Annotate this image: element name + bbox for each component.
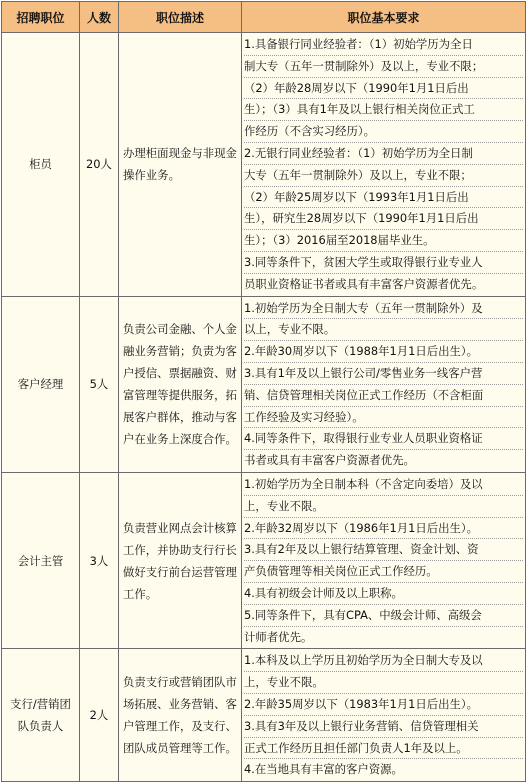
description-cell: 负责公司金融、个人金融业务营销；负责为客户授信、票据融资、财富管理等提供服务，拓展客户群体，推动与客户在业务上深度合作。 [119, 296, 242, 472]
position-cell: 柜员 [2, 33, 80, 297]
requirement-line: 正式工作经历且担任部门负责人1年及以上。 [244, 738, 523, 760]
requirement-line: 大专（五年一贯制除外）及以上，专业不限； [244, 165, 523, 187]
requirement-line: 2.年龄35周岁以下（1983年1月1日后出生）。 [244, 694, 523, 716]
requirement-line: 以上，专业不限。 [244, 319, 523, 341]
requirement-line: 销、信贷管理相关岗位正式工作经历（不含柜面 [244, 385, 523, 407]
requirement-line: 3.具有3年及以上银行业务营销、信贷管理相关 [244, 716, 523, 738]
requirements-cell [242, 649, 526, 782]
header-position: 招聘职位 [2, 2, 80, 33]
requirement-line: （2）年龄25周岁以下（1993年1月1日后出 [244, 187, 523, 209]
requirement-line: 3.具有1年及以上银行公司/零售业务一线客户营 [244, 363, 523, 385]
requirement-line: 制大专（五年一贯制除外）及以上，专业不限； [244, 56, 523, 78]
requirement-line: 5.同等条件下，具有CPA、中级会计师、高级会 [244, 605, 523, 627]
requirement-line: 4.在当地具有丰富的客户资源。 [244, 762, 403, 777]
requirement-line: 3.同等条件下，贫困大学生或取得银行业专业人 [244, 252, 523, 274]
requirement-line: 生）；（3）具有1年及以上银行相关岗位正式工 [244, 99, 523, 121]
requirement-line: 生）；（3）2016届至2018届毕业生。 [244, 230, 523, 252]
position-cell: 支行/营销团队负责人 [2, 649, 80, 782]
requirement-line: 4.同等条件下，取得银行业专业人员职业资格证 [244, 428, 523, 450]
description-cell: 负责支行或营销团队市场拓展、业务营销、客户管理工作，及支行、团队成员管理等工作。 [119, 649, 242, 782]
count-cell: 20人 [80, 33, 119, 297]
count-cell: 5人 [80, 296, 119, 472]
table-row [2, 33, 526, 297]
table-row [2, 472, 526, 648]
requirement-line: 1.初始学历为全日制大专（五年一贯制除外）及 [244, 298, 523, 320]
header-description: 职位描述 [119, 2, 242, 33]
description-cell: 负责营业网点会计核算工作，并协助支行行长做好支行前台运营管理工作。 [119, 472, 242, 648]
table-row [2, 649, 526, 782]
requirement-line: 上，专业不限。 [244, 672, 523, 694]
requirements-cell [242, 296, 526, 472]
requirement-line: 1.本科及以上学历且初始学历为全日制大专及以 [244, 650, 523, 672]
requirement-line: 产负债管理等相关岗位正式工作经历。 [244, 561, 523, 583]
count-cell: 3人 [80, 472, 119, 648]
requirement-line: 1.具备银行同业经验者：（1）初始学历为全日 [244, 34, 523, 56]
header-count: 人数 [80, 2, 119, 33]
table-header-row [2, 2, 526, 33]
count-cell: 2人 [80, 649, 119, 782]
requirement-line: 2.年龄32周岁以下（1986年1月1日后出生）。 [244, 518, 523, 540]
requirement-line: 作经历（不含实习经历）。 [244, 121, 523, 143]
requirement-line: 4.具有初级会计师及以上职称。 [244, 583, 523, 605]
requirement-line: 计师者优先。 [244, 629, 313, 644]
position-cell: 会计主管 [2, 472, 80, 648]
description-cell: 办理柜面现金与非现金操作业务。 [119, 33, 242, 297]
header-requirements: 职位基本要求 [242, 2, 526, 33]
table-row [2, 296, 526, 472]
requirement-line: 3.具有2年及以上银行结算管理、资金计划、资 [244, 539, 523, 561]
requirement-line: （2）年龄28周岁以下（1990年1月1日后出 [244, 78, 523, 100]
recruitment-table [1, 1, 526, 782]
position-cell: 客户经理 [2, 296, 80, 472]
requirement-line: 上，专业不限。 [244, 496, 523, 518]
requirement-line: 1.初始学历为全日制本科（不含定向委培）及以 [244, 474, 523, 496]
requirements-cell [242, 33, 526, 297]
requirements-cell [242, 472, 526, 648]
requirement-line: 员职业资格证书者或具有丰富客户资源者优先。 [244, 276, 484, 291]
requirement-line: 生），研究生28周岁以下（1990年1月1日后出 [244, 208, 523, 230]
requirement-line: 书者或具有丰富客户资源者优先。 [244, 453, 415, 468]
requirement-line: 2.年龄30周岁以下（1988年1月1日后出生）。 [244, 341, 523, 363]
requirement-line: 2.无银行同业经验者：（1）初始学历为全日制 [244, 143, 523, 165]
requirement-line: 工作经验及实习经验）。 [244, 407, 523, 429]
